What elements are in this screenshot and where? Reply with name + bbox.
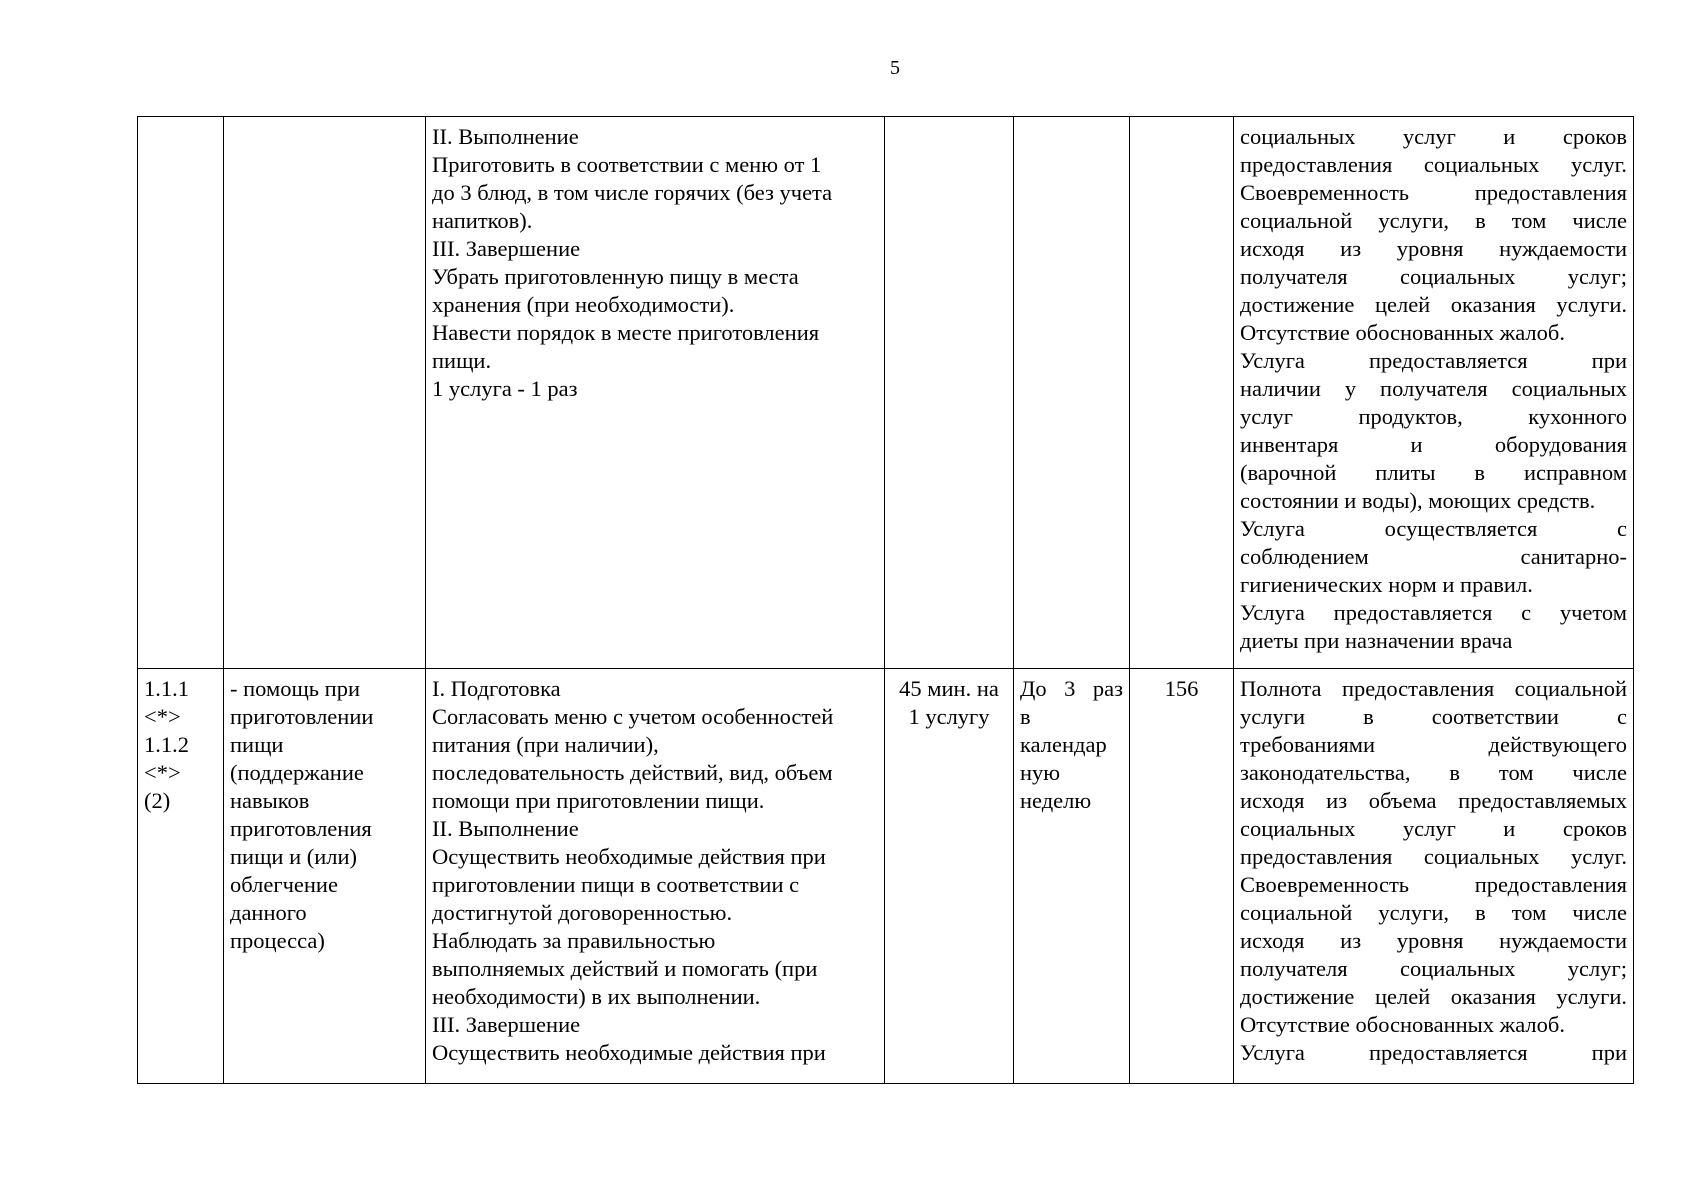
text-line: достигнутой договоренностью.	[432, 900, 733, 925]
text-line: гигиенических норм и правил.	[1240, 572, 1533, 597]
service-name-cell	[224, 669, 426, 1084]
text-line: необходимости) в их выполнении.	[432, 984, 761, 1009]
text-line: (варочной плиты в исправном	[1240, 460, 1627, 485]
text-line: пищи	[230, 732, 284, 757]
text-line: услуги в соответствии с	[1240, 704, 1627, 729]
text-line: пищи.	[432, 348, 492, 373]
text-line: II. Выполнение	[432, 124, 579, 149]
services-table	[137, 116, 1634, 1084]
text-line: Своевременность предоставления	[1240, 872, 1627, 897]
text-line: Навести порядок в месте приготовления	[432, 320, 820, 345]
service-description-cell	[426, 117, 885, 669]
text-line: достижение целей оказания услуги.	[1240, 984, 1627, 1009]
text-line: предоставления социальных услуг.	[1240, 844, 1627, 869]
text-line: социальной услуги, в том числе	[1240, 900, 1627, 925]
text-line: помощи при приготовлении пищи.	[432, 788, 765, 813]
text-line: 1 услуга - 1 раз	[432, 376, 578, 401]
page-number: 5	[890, 57, 900, 79]
service-amount-cell	[1130, 117, 1234, 669]
text-line: исходя из уровня нуждаемости	[1240, 236, 1627, 261]
service-duration-cell	[885, 669, 1014, 1084]
text-line: Своевременность предоставления	[1240, 180, 1627, 205]
text-line: соблюдением санитарно-	[1240, 544, 1627, 569]
text-line: ную	[1020, 760, 1061, 785]
text-line: Услуга предоставляется при	[1240, 348, 1627, 373]
text-line: получателя социальных услуг;	[1240, 264, 1627, 289]
text-line: Услуга предоставляется при	[1240, 1040, 1627, 1065]
text-line: в	[1020, 704, 1031, 729]
text-line: (поддержание	[230, 760, 364, 785]
text-line: облегчение	[230, 872, 338, 897]
text-line: <*>	[144, 704, 181, 729]
text-line: социальных услуг и сроков	[1240, 124, 1627, 149]
text-line: данного	[230, 900, 307, 925]
service-criteria-cell	[1234, 669, 1634, 1084]
text-line: напитков).	[432, 208, 533, 233]
text-line: Согласовать меню с учетом особенностей	[432, 704, 834, 729]
text-line: Отсутствие обоснованных жалоб.	[1240, 320, 1565, 345]
text-line: законодательства, в том числе	[1240, 760, 1627, 785]
text-line: пищи и (или)	[230, 844, 358, 869]
text-line: социальной услуги, в том числе	[1240, 208, 1627, 233]
table-row	[138, 117, 1634, 669]
text-line: социальных услуг и сроков	[1240, 816, 1627, 841]
service-amount: 156	[1164, 676, 1199, 701]
text-line: I. Подготовка	[432, 676, 561, 701]
text-line: исходя из уровня нуждаемости	[1240, 928, 1627, 953]
service-criteria-cell	[1234, 117, 1634, 669]
text-line: Приготовить в соответствии с меню от 1	[432, 152, 822, 177]
service-description-cell	[426, 669, 885, 1084]
text-line: До 3 раз	[1020, 676, 1123, 701]
text-line: выполняемых действий и помогать (при	[432, 956, 818, 981]
text-line: хранения (при необходимости).	[432, 292, 735, 317]
text-line: наличии у получателя социальных	[1240, 376, 1627, 401]
text-line: 1.1.2	[144, 732, 189, 757]
text-line: приготовлении	[230, 704, 374, 729]
text-line: (2)	[144, 788, 171, 813]
text-line: 1 услугу	[908, 704, 990, 729]
text-line: календар	[1020, 732, 1107, 757]
service-duration-cell	[885, 117, 1014, 669]
text-line: <*>	[144, 760, 181, 785]
service-frequency-cell	[1014, 117, 1130, 669]
text-line: Отсутствие обоснованных жалоб.	[1240, 1012, 1565, 1037]
text-line: Убрать приготовленную пищу в места	[432, 264, 799, 289]
text-line: навыков	[230, 788, 310, 813]
text-line: требованиями действующего	[1240, 732, 1627, 757]
text-line: Услуга осуществляется с	[1240, 516, 1627, 541]
service-frequency-cell	[1014, 669, 1130, 1084]
text-line: последовательность действий, вид, объем	[432, 760, 833, 785]
text-line: приготовления	[230, 816, 372, 841]
text-line: предоставления социальных услуг.	[1240, 152, 1627, 177]
table-row	[138, 669, 1634, 1084]
text-line: услуг продуктов, кухонного	[1240, 404, 1627, 429]
text-line: Услуга предоставляется с учетом	[1240, 600, 1627, 625]
text-line: 1.1.1	[144, 676, 189, 701]
text-line: 45 мин. на	[899, 676, 999, 701]
text-line: инвентаря и оборудования	[1240, 432, 1627, 457]
text-line: получателя социальных услуг;	[1240, 956, 1627, 981]
service-amount-cell	[1130, 669, 1234, 1084]
service-name-cell	[224, 117, 426, 669]
text-line: до 3 блюд, в том числе горячих (без учета	[432, 180, 833, 205]
text-line: Осуществить необходимые действия при	[432, 1040, 826, 1065]
text-line: II. Выполнение	[432, 816, 579, 841]
text-line: питания (при наличии),	[432, 732, 659, 757]
text-line: исходя из объема предоставляемых	[1240, 788, 1627, 813]
service-code-cell	[138, 669, 224, 1084]
text-line: Полнота предоставления социальной	[1240, 676, 1627, 701]
text-line: процесса)	[230, 928, 325, 953]
text-line: Осуществить необходимые действия при	[432, 844, 826, 869]
text-line: диеты при назначении врача	[1240, 628, 1513, 653]
text-line: Наблюдать за правильностью	[432, 928, 716, 953]
text-line: приготовлении пищи в соответствии с	[432, 872, 800, 897]
text-line: III. Завершение	[432, 1012, 581, 1037]
text-line: - помощь при	[230, 676, 361, 701]
text-line: неделю	[1020, 788, 1092, 813]
service-code-cell	[138, 117, 224, 669]
text-line: состоянии и воды), моющих средств.	[1240, 488, 1596, 513]
text-line: достижение целей оказания услуги.	[1240, 292, 1627, 317]
text-line: III. Завершение	[432, 236, 581, 261]
